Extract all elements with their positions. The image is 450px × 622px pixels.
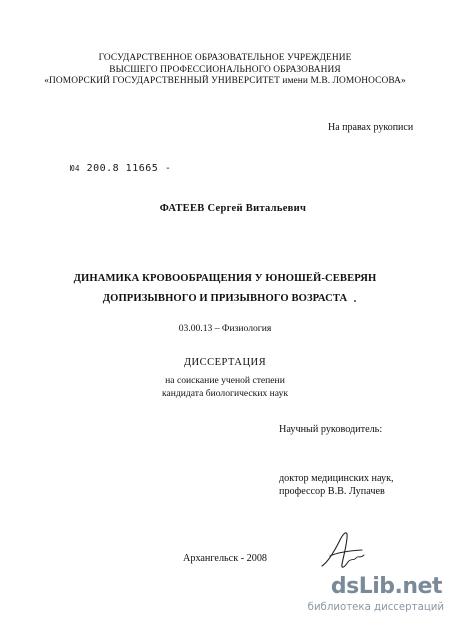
institution-line-2: ВЫСШЕГО ПРОФЕССИОНАЛЬНОГО ОБРАЗОВАНИЯ — [109, 64, 341, 75]
degree-sought — [0, 374, 450, 400]
supervisor-details — [279, 472, 394, 498]
dslib-logo — [331, 574, 442, 599]
dslib-logo-main: dsLib — [330, 574, 395, 599]
document-type: ДИССЕРТАЦИЯ — [183, 357, 267, 368]
speck-mark — [354, 300, 356, 302]
handwritten-signature — [318, 528, 366, 574]
title-line-2: ДОПРИЗЫВНОГО И ПРИЗЫВНОГО ВОЗРАСТА — [102, 293, 348, 304]
author-name: ФАТЕЕВ Сергей Витальевич — [159, 203, 307, 214]
library-stamp — [70, 163, 171, 174]
dslib-watermark — [307, 572, 450, 622]
degree-line-1: на соискание ученой степени — [165, 375, 285, 386]
institution-header — [0, 53, 450, 88]
stamp-suffix: - — [164, 163, 172, 174]
institution-line-1: ГОСУДАРСТВЕННОЕ ОБРАЗОВАТЕЛЬНОЕ УЧРЕЖДЕНИЕ — [98, 53, 352, 63]
supervisor-line-1: доктор медицинских наук, — [279, 473, 394, 484]
institution-line-3: «ПОМОРСКИЙ ГОСУДАРСТВЕННЫЙ УНИВЕРСИТЕТ имени М.В. ЛОМОНОСОВА» — [44, 76, 406, 86]
stamp-number: 200.8 11665 — [86, 163, 159, 174]
dslib-subtitle: библиотека диссертаций — [307, 602, 444, 613]
degree-line-2: кандидата биологических наук — [161, 388, 289, 399]
supervisor-line-2: профессор В.В. Лупачев — [279, 486, 385, 497]
supervisor-heading: Научный руководитель: — [279, 424, 383, 435]
title-line-1: ДИНАМИКА КРОВООБРАЩЕНИЯ У ЮНОШЕЙ-СЕВЕРЯН — [73, 273, 377, 284]
specialty-code: 03.00.13 – Физиология — [178, 323, 272, 334]
rights-note: На правах рукописи — [328, 122, 414, 133]
city-year: Архангельск - 2008 — [183, 553, 268, 564]
stamp-prefix: Ю4 — [70, 164, 81, 173]
dissertation-title — [0, 269, 450, 309]
dslib-logo-suffix: .net — [394, 574, 442, 599]
